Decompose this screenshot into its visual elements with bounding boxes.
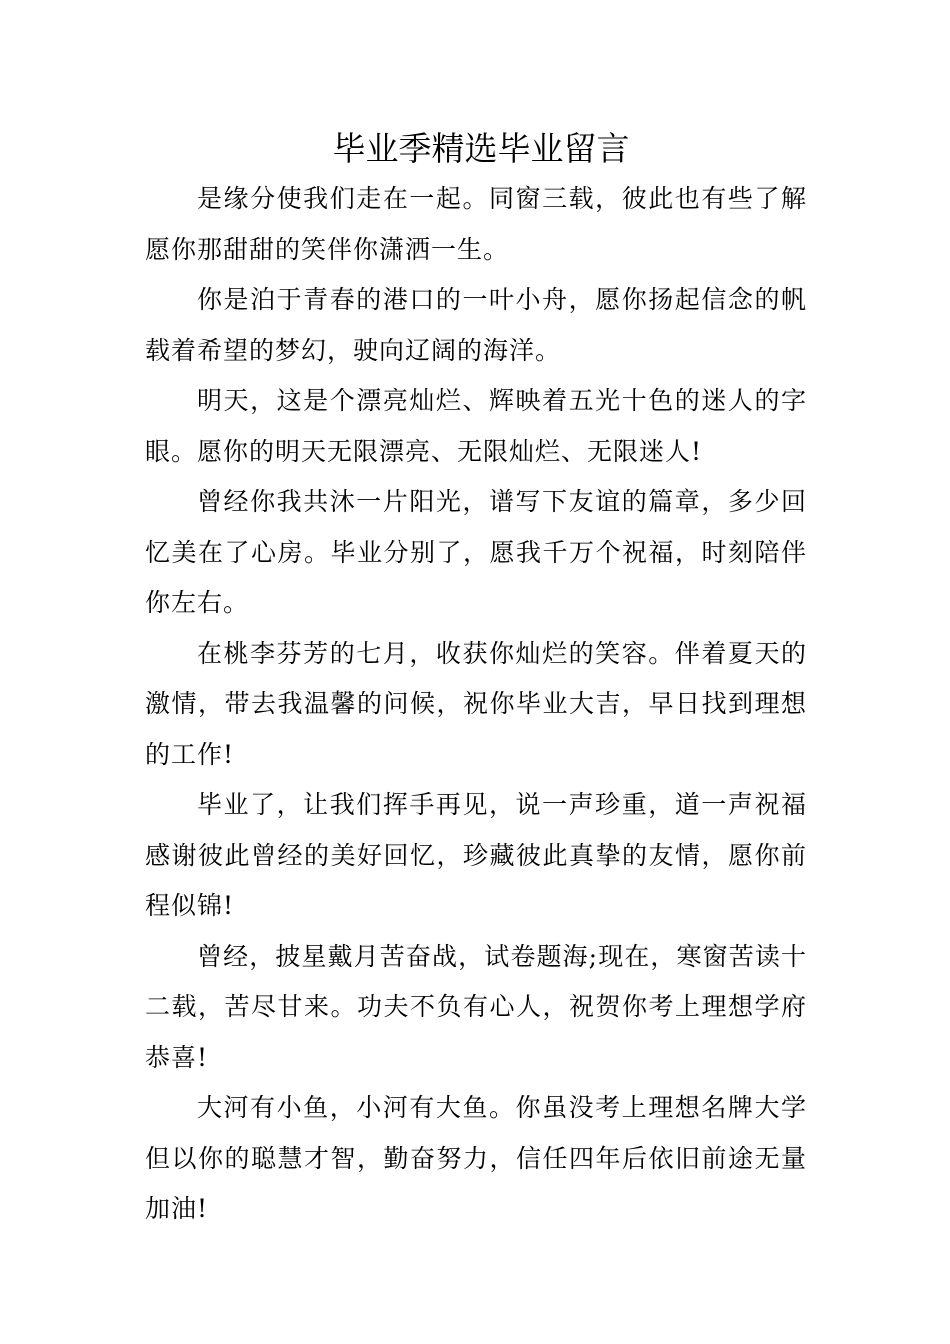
document-page <box>145 124 807 1235</box>
paragraph-7: 曾经，披星戴月苦奋战，试卷题海;现在，寒窗苦读十二载，苦尽甘来。功夫不负有心人，祝贺你考上理想学府恭喜! <box>145 941 807 1072</box>
document-title: 毕业季精选毕业留言 <box>332 129 630 168</box>
paragraph-8: 大河有小鱼，小河有大鱼。你虽没考上理想名牌大学但以你的聪慧才智，勤奋努力，信任四年后依旧前途无量加油! <box>145 1093 807 1223</box>
paragraph-3: 明天，这是个漂亮灿烂、辉映着五光十色的迷人的字眼。愿你的明天无限漂亮、无限灿烂、无限迷人! <box>145 386 807 466</box>
paragraph-1: 是缘分使我们走在一起。同窗三载，彼此也有些了解愿你那甜甜的笑伴你潇洒一生。 <box>145 184 807 264</box>
paragraph-4: 曾经你我共沐一片阳光，谱写下友谊的篇章，多少回忆美在了心房。毕业分别了，愿我千万个祝福，时刻陪伴你左右。 <box>145 487 807 617</box>
paragraph-2: 你是泊于青春的港口的一叶小舟，愿你扬起信念的帆载着希望的梦幻，驶向辽阔的海洋。 <box>145 285 807 365</box>
paragraph-5: 在桃李芬芳的七月，收获你灿烂的笑容。伴着夏天的激情，带去我温馨的问候，祝你毕业大吉，早日找到理想的工作! <box>145 638 807 769</box>
paragraph-6: 毕业了，让我们挥手再见，说一声珍重，道一声祝福感谢彼此曾经的美好回忆，珍藏彼此真挚的友情，愿你前程似锦! <box>145 790 807 920</box>
